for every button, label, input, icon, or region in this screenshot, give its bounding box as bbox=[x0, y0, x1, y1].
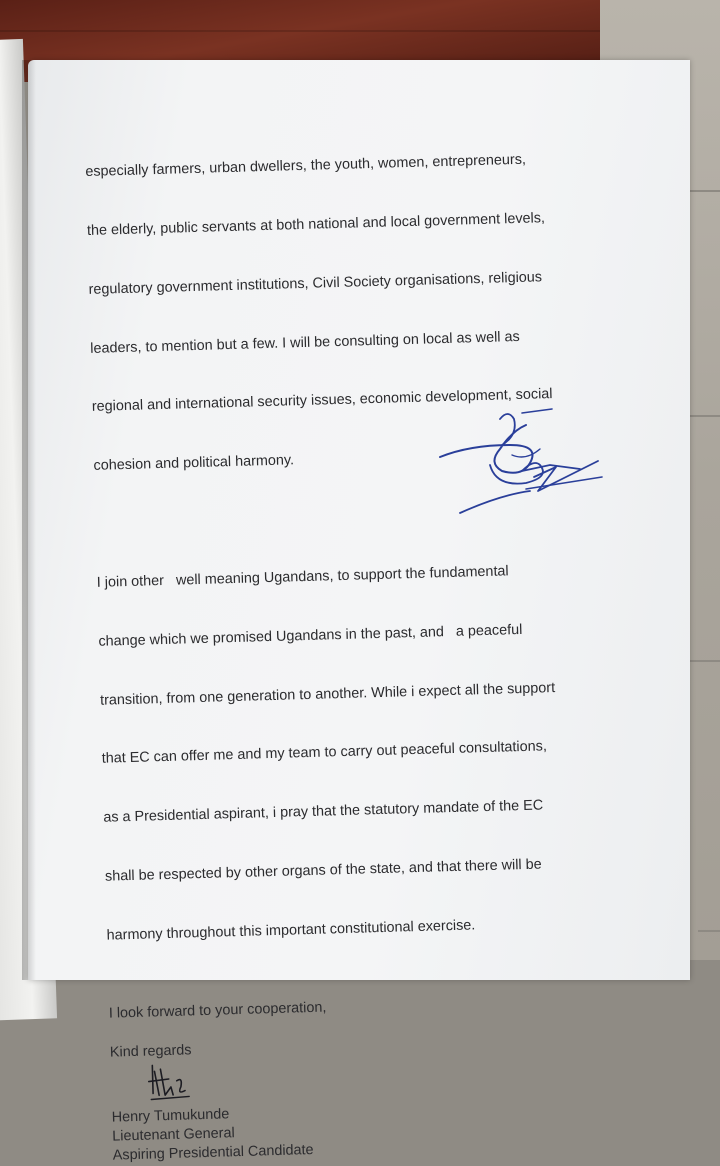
signatory-title: Aspiring Presidential Candidate bbox=[112, 1142, 314, 1164]
text-line: leaders, to mention but a few. I will be consulting on local as well as bbox=[90, 328, 520, 357]
binding-shadow bbox=[22, 60, 36, 980]
tile-grout bbox=[690, 660, 720, 662]
regards-text: Kind regards bbox=[109, 1042, 192, 1061]
text-line: regional and international security issues, economic development, social bbox=[91, 386, 553, 416]
paragraph-2 bbox=[95, 520, 647, 986]
signatory-rank: Lieutenant General bbox=[112, 1125, 235, 1145]
text-line: change which we promised Ugandans in the past, and a peaceful bbox=[98, 621, 523, 650]
text-line: I join other well meaning Ugandans, to support the fundamental bbox=[96, 563, 509, 591]
text-line: especially farmers, urban dwellers, the youth, women, entrepreneurs, bbox=[85, 151, 527, 181]
text-line: transition, from one generation to another. While i expect all the support bbox=[99, 679, 556, 709]
signatory-name: Henry Tumukunde bbox=[111, 1106, 230, 1126]
text-line: harmony throughout this important constitutional exercise. bbox=[106, 917, 476, 944]
closing-line: I look forward to your cooperation, bbox=[108, 999, 327, 1022]
text-line: regulatory government institutions, Civil Society organisations, religious bbox=[88, 269, 543, 298]
text-line: as a Presidential aspirant, i pray that the statutory mandate of the EC bbox=[103, 797, 544, 826]
text-line: shall be respected by other organs of the state, and that there will be bbox=[104, 856, 542, 885]
signature-block bbox=[110, 1029, 653, 1166]
tile-grout bbox=[698, 930, 720, 932]
blue-ink-signature bbox=[430, 405, 610, 525]
text-line: cohesion and political harmony. bbox=[93, 452, 295, 474]
text-line: that EC can offer me and my team to carry out peaceful consultations, bbox=[101, 738, 548, 768]
letter-body bbox=[84, 109, 653, 1166]
wood-grain bbox=[0, 30, 600, 32]
text-line: the elderly, public servants at both national and local government levels, bbox=[86, 210, 546, 239]
